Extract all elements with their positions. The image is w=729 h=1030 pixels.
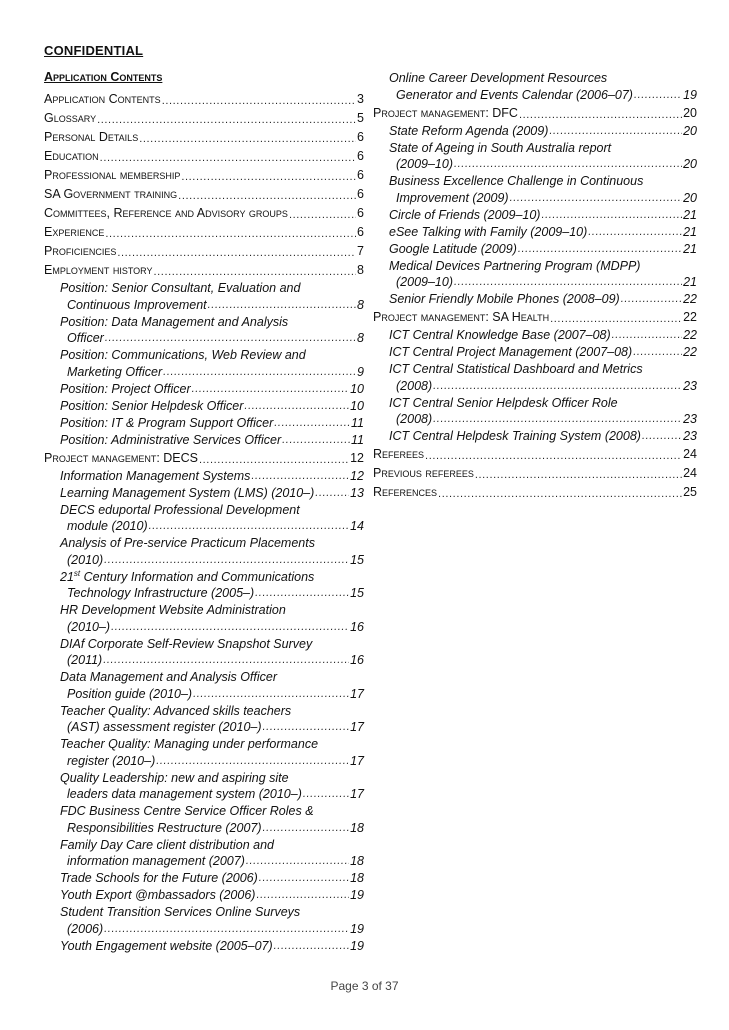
dot-leader xyxy=(612,327,682,344)
toc-entry-page: 16 xyxy=(350,653,364,667)
toc-entry-title: eSee Talking with Family (2009–10) xyxy=(389,224,588,239)
dot-leader xyxy=(105,330,356,347)
toc-entry-page: 19 xyxy=(350,938,364,953)
toc-entry-title: State Reform Agenda (2009) xyxy=(389,123,549,138)
toc-entry-line2 xyxy=(60,853,364,870)
toc-entry[interactable] xyxy=(373,445,697,464)
toc-entry[interactable] xyxy=(44,128,364,147)
toc-subentry[interactable] xyxy=(44,535,364,568)
toc-entry-title: Senior Friendly Mobile Phones (2008–09) xyxy=(389,292,620,306)
dot-leader xyxy=(162,93,356,109)
toc-entry-title-line1: HR Development Website Administration xyxy=(60,603,286,617)
toc-entry-title-line2: leaders data management system (2010–) xyxy=(67,787,302,801)
toc-entry-title: Position: Project Officer xyxy=(60,381,191,396)
toc-entry[interactable] xyxy=(44,147,364,166)
toc-entry-line2 xyxy=(60,364,364,381)
toc-entry-page: 20 xyxy=(683,157,697,171)
dot-leader xyxy=(549,123,682,140)
toc-entry-title-text: Century Information and Communications xyxy=(80,569,315,584)
toc-entry-page: 23 xyxy=(683,378,697,393)
toc-entry-page: 6 xyxy=(357,206,364,220)
toc-entry-title: Previous referees xyxy=(373,466,474,480)
toc-entry-page: 6 xyxy=(357,187,364,201)
dot-leader xyxy=(111,619,349,636)
toc-entry-line2 xyxy=(389,87,697,104)
toc-entry-page: 22 xyxy=(683,292,697,306)
toc-entry-page: 6 xyxy=(357,130,364,144)
toc-subentry[interactable] xyxy=(44,569,364,602)
toc-entry-page: 10 xyxy=(350,398,364,413)
dot-leader xyxy=(256,887,349,904)
toc-entry-title-line1: DIAf Corporate Self-Review Snapshot Survey xyxy=(60,636,313,651)
ordinal-number: 21 xyxy=(60,569,74,584)
toc-entry-title: Youth Export @mbassadors (2006) xyxy=(60,888,256,902)
dot-leader xyxy=(621,291,682,308)
dot-leader xyxy=(139,131,356,147)
toc-subentry[interactable] xyxy=(44,938,364,955)
toc-entry-title: Education xyxy=(44,149,99,163)
toc-entry-page: 15 xyxy=(350,586,364,600)
toc-subentry[interactable] xyxy=(44,736,364,769)
toc-entry-title-line1: Position: Senior Consultant, Evaluation and xyxy=(60,281,301,295)
toc-entry-title: ICT Central Helpdesk Training System (2008) xyxy=(389,429,641,443)
toc-entry-title-line1: Data Management and Analysis Officer xyxy=(60,670,278,684)
toc-entry-line2 xyxy=(60,719,364,736)
toc-entry-page: 8 xyxy=(357,297,364,312)
toc-entry-title: Application Contents xyxy=(44,92,161,106)
toc-entry-line2 xyxy=(60,786,364,803)
toc-health-list xyxy=(373,327,697,445)
toc-entry-title-line1: DECS eduportal Professional Development xyxy=(60,502,300,517)
toc-entry-page: 6 xyxy=(357,168,364,182)
toc-entry-line2 xyxy=(389,190,697,207)
toc-entry-title: Personal Details xyxy=(44,130,139,144)
toc-entry-title: Trade Schools for the Future (2006) xyxy=(60,871,258,885)
toc-entry-page: 9 xyxy=(357,364,364,379)
page-number: Page 3 of 37 xyxy=(330,979,399,993)
toc-subentry[interactable] xyxy=(373,207,697,224)
toc-subentry[interactable] xyxy=(373,395,697,428)
dot-leader xyxy=(438,486,682,502)
dot-leader xyxy=(105,226,356,242)
toc-subentry[interactable] xyxy=(373,291,697,308)
toc-subentry[interactable] xyxy=(373,70,697,103)
toc-entry-title-line2: module (2010) xyxy=(67,519,148,533)
toc-entry-page: 11 xyxy=(351,432,364,447)
toc-entry-title: Youth Engagement website (2005–07) xyxy=(60,938,273,953)
dot-leader xyxy=(199,452,349,468)
toc-entry-title-line1: FDC Business Centre Service Officer Roles & xyxy=(60,804,314,818)
toc-entry-line2 xyxy=(389,378,697,395)
toc-entry-title-line2: Technology Infrastructure (2005–) xyxy=(67,586,255,600)
toc-subentry[interactable] xyxy=(44,485,364,502)
toc-entry-page: 18 xyxy=(350,820,364,835)
toc-right-column xyxy=(373,70,697,502)
dot-leader xyxy=(541,207,682,224)
toc-entry-line2 xyxy=(389,411,697,428)
dot-leader xyxy=(550,311,682,327)
dot-leader xyxy=(282,432,350,449)
toc-subentry[interactable] xyxy=(44,887,364,904)
toc-entry-title-line1: Student Transition Services Online Surveys xyxy=(60,905,301,919)
toc-entry[interactable] xyxy=(44,261,364,280)
toc-entry-title-line1: Quality Leadership: new and aspiring site xyxy=(60,770,289,785)
toc-entry-title-line2: (2008) xyxy=(396,378,433,393)
toc-entry[interactable] xyxy=(44,90,364,109)
toc-entry[interactable] xyxy=(373,483,697,502)
toc-health-heading xyxy=(373,308,697,327)
toc-subentry[interactable] xyxy=(373,241,697,258)
dot-leader xyxy=(100,150,356,166)
toc-entry-title: Learning Management System (LMS) (2010–) xyxy=(60,485,315,500)
toc-entry-title-line2: Marketing Officer xyxy=(67,364,163,379)
toc-entry-page: 17 xyxy=(350,720,364,734)
dot-leader xyxy=(263,719,350,736)
dot-leader xyxy=(97,112,356,128)
toc-entry-title-line1: Position: Data Management and Analysis xyxy=(60,314,289,329)
dot-leader xyxy=(255,585,349,602)
toc-subentry[interactable] xyxy=(44,770,364,803)
toc-entry-title-line2: information management (2007) xyxy=(67,854,245,868)
dot-leader xyxy=(263,820,350,837)
dot-leader xyxy=(104,921,349,938)
toc-entry-page: 11 xyxy=(351,415,364,430)
dot-leader xyxy=(274,938,349,955)
toc-entry-title-line1: ICT Central Senior Helpdesk Officer Role xyxy=(389,395,618,410)
toc-subentry[interactable] xyxy=(373,344,697,361)
toc-entry-page: 16 xyxy=(350,619,364,634)
dot-leader xyxy=(104,552,349,569)
toc-entry-page: 24 xyxy=(683,447,697,461)
toc-entry[interactable] xyxy=(44,223,364,242)
dot-leader xyxy=(510,190,683,207)
toc-entry[interactable] xyxy=(44,166,364,185)
toc-subentry[interactable] xyxy=(44,280,364,313)
toc-entry-title-line1: Business Excellence Challenge in Continuous xyxy=(389,174,644,188)
toc-entry-page: 12 xyxy=(350,468,364,483)
toc-entry-title-line1: ICT Central Statistical Dashboard and Metrics xyxy=(389,362,643,376)
toc-entry-title: Project management: DECS xyxy=(44,450,198,465)
toc-entry-title: References xyxy=(373,485,438,499)
dot-leader xyxy=(193,686,349,703)
dot-leader xyxy=(454,274,682,291)
toc-subentry[interactable] xyxy=(44,381,364,398)
toc-entry-title-line2: Officer xyxy=(67,331,104,345)
dot-leader xyxy=(163,364,356,381)
toc-entry[interactable] xyxy=(44,242,364,261)
dot-leader xyxy=(634,87,682,104)
dot-leader xyxy=(259,870,349,887)
toc-subentry[interactable] xyxy=(44,636,364,669)
toc-entry[interactable] xyxy=(44,109,364,128)
dot-leader xyxy=(518,241,682,258)
toc-entry-title-line2: Improvement (2009) xyxy=(396,190,509,205)
toc-entry-title-line1: State of Ageing in South Australia report xyxy=(389,140,612,155)
toc-entry-title: ICT Central Project Management (2007–08) xyxy=(389,345,633,359)
toc-subentry[interactable] xyxy=(373,361,697,394)
toc-employment-list xyxy=(44,280,364,449)
toc-entry[interactable] xyxy=(44,449,364,468)
toc-entry-title: Project management: SA Health xyxy=(373,310,550,324)
toc-subentry[interactable] xyxy=(373,327,697,344)
toc-entry[interactable] xyxy=(373,308,697,327)
toc-entry-page: 19 xyxy=(350,921,364,936)
toc-entry-page: 7 xyxy=(357,244,364,258)
toc-entry-page: 13 xyxy=(350,485,364,500)
dot-leader xyxy=(208,297,356,314)
toc-entry-title: Google Latitude (2009) xyxy=(389,241,517,256)
toc-entry-title: ICT Central Knowledge Base (2007–08) xyxy=(389,328,611,342)
dot-leader xyxy=(519,107,682,123)
dot-leader xyxy=(642,428,682,445)
ordinal-suffix: st xyxy=(73,568,81,578)
toc-entry-title-line2: (2010–) xyxy=(67,619,111,634)
confidential-label: CONFIDENTIAL xyxy=(44,43,144,58)
dot-leader xyxy=(246,853,349,870)
toc-entry-line2 xyxy=(389,274,697,291)
toc-entry-line2 xyxy=(60,585,364,602)
dot-leader xyxy=(289,207,356,223)
dot-leader xyxy=(156,753,349,770)
toc-entry-page: 18 xyxy=(350,871,364,885)
toc-subentry[interactable] xyxy=(44,347,364,380)
toc-entry-page: 20 xyxy=(683,123,697,138)
toc-entry-page: 8 xyxy=(357,331,364,345)
toc-entry-line2 xyxy=(60,518,364,535)
toc-entry-title: Position: IT & Program Support Officer xyxy=(60,415,274,430)
dot-leader xyxy=(103,652,349,669)
toc-entry-title: Information Management Systems xyxy=(60,468,251,483)
dot-leader xyxy=(244,398,349,415)
toc-subentry[interactable] xyxy=(373,224,697,241)
toc-entry-page: 22 xyxy=(683,345,697,359)
toc-entry-title-line1: Position: Communications, Web Review and xyxy=(60,348,306,362)
toc-entry[interactable] xyxy=(44,185,364,204)
dot-leader xyxy=(425,448,682,464)
toc-entry-title-line2: Generator and Events Calendar (2006–07) xyxy=(396,87,633,102)
toc-entry-page: 8 xyxy=(357,263,364,277)
toc-entry-title: Proficiencies xyxy=(44,244,117,258)
toc-subentry[interactable] xyxy=(44,803,364,836)
toc-entry-title-line2: Position guide (2010–) xyxy=(67,686,193,701)
toc-entry-title-line1: Teacher Quality: Advanced skills teachers xyxy=(60,703,292,718)
toc-entry-title-line1: Online Career Development Resources xyxy=(389,71,608,85)
toc-entry-line2 xyxy=(60,297,364,314)
toc-subentry[interactable] xyxy=(44,502,364,535)
toc-entry-title-line2: (2006) xyxy=(67,921,104,936)
toc-entry-line2 xyxy=(60,330,364,347)
dot-leader xyxy=(274,415,350,432)
toc-subentry[interactable] xyxy=(44,415,364,432)
toc-entry-line2 xyxy=(389,156,697,173)
dot-leader xyxy=(149,518,349,535)
dot-leader xyxy=(181,169,356,185)
toc-entry-page: 6 xyxy=(357,225,364,239)
toc-subentry[interactable] xyxy=(373,140,697,173)
toc-entry-title: Professional membership xyxy=(44,168,181,182)
toc-subentry[interactable] xyxy=(44,602,364,635)
toc-entry-page: 20 xyxy=(683,105,697,120)
toc-subentry[interactable] xyxy=(44,870,364,887)
toc-entry-title-line1: Analysis of Pre-service Practicum Placements xyxy=(60,536,315,550)
toc-entry-line2 xyxy=(60,619,364,636)
toc-entry-page: 21 xyxy=(683,207,697,222)
dot-leader xyxy=(454,156,682,173)
toc-entry-page: 14 xyxy=(350,519,364,533)
toc-continued-entry xyxy=(373,70,697,103)
toc-entry-title-line1: Family Day Care client distribution and xyxy=(60,837,274,852)
toc-entry-title: Position: Senior Helpdesk Officer xyxy=(60,398,244,413)
toc-entry-page: 5 xyxy=(357,111,364,125)
toc-entry-page: 18 xyxy=(350,854,364,868)
toc-entry-title: SA Government training xyxy=(44,187,178,201)
toc-entry-page: 3 xyxy=(357,92,364,106)
toc-tail-list xyxy=(373,445,697,502)
dot-leader xyxy=(192,381,349,398)
toc-subentry[interactable] xyxy=(44,314,364,347)
dot-leader xyxy=(433,411,682,428)
dot-leader xyxy=(315,485,349,502)
toc-entry-title: Experience xyxy=(44,225,105,239)
toc-subentry[interactable] xyxy=(373,123,697,140)
toc-subentry[interactable] xyxy=(44,398,364,415)
toc-subentry[interactable] xyxy=(373,173,697,206)
toc-entry-page: 20 xyxy=(683,190,697,205)
dot-leader xyxy=(433,378,682,395)
toc-entry-line2 xyxy=(60,552,364,569)
toc-entry-page: 21 xyxy=(683,224,697,239)
toc-entry-title-line2: (2011) xyxy=(67,653,103,667)
toc-entry-title-line1 xyxy=(60,569,364,586)
toc-entry-page: 17 xyxy=(350,753,364,768)
dot-leader xyxy=(251,468,349,485)
toc-entry-page: 19 xyxy=(350,888,364,902)
toc-entry-title: Project management: DFC xyxy=(373,105,518,120)
toc-entry-line2 xyxy=(60,652,364,669)
toc-entry-title-line2: Responsibilities Restructure (2007) xyxy=(67,820,262,835)
toc-entry-page: 15 xyxy=(350,552,364,567)
toc-entry-title-line2: (2010) xyxy=(67,552,104,567)
toc-decs-list xyxy=(44,468,364,955)
dot-leader xyxy=(178,188,356,204)
dot-leader xyxy=(303,786,349,803)
toc-entry-title-line2: Continuous Improvement xyxy=(67,297,207,312)
toc-entry[interactable] xyxy=(373,104,697,123)
toc-subentry[interactable] xyxy=(44,468,364,485)
dot-leader xyxy=(633,344,682,361)
toc-entry-page: 23 xyxy=(683,412,697,426)
toc-subentry[interactable] xyxy=(44,837,364,870)
toc-entry[interactable] xyxy=(373,464,697,483)
toc-entry-page: 6 xyxy=(357,149,364,163)
toc-heading: Application Contents xyxy=(44,70,163,84)
toc-entry[interactable] xyxy=(44,204,364,223)
toc-entry-title: Position: Administrative Services Officer xyxy=(60,432,282,447)
toc-entry-title-line1: Teacher Quality: Managing under performance xyxy=(60,737,319,751)
toc-top-level-list xyxy=(44,90,364,280)
toc-entry-page: 25 xyxy=(683,485,697,499)
toc-subentry[interactable] xyxy=(44,669,364,702)
toc-entry-page: 21 xyxy=(683,275,697,289)
toc-entry-line2 xyxy=(60,686,364,703)
toc-entry-line2 xyxy=(60,820,364,837)
toc-entry-line2 xyxy=(60,921,364,938)
toc-subentry[interactable] xyxy=(44,703,364,736)
toc-entry-page: 17 xyxy=(350,686,364,701)
toc-entry-title-line2: (AST) assessment register (2010–) xyxy=(67,720,262,734)
toc-entry-page: 22 xyxy=(683,328,697,342)
toc-entry-page: 19 xyxy=(683,87,697,102)
toc-entry-page: 17 xyxy=(350,787,364,801)
toc-entry-page: 24 xyxy=(683,466,697,480)
toc-entry-page: 12 xyxy=(350,450,364,465)
toc-entry-title-line2: (2009–10) xyxy=(396,157,453,171)
toc-entry-page: 10 xyxy=(350,381,364,396)
toc-entry-title: Glossary xyxy=(44,111,97,125)
toc-entry-title: Circle of Friends (2009–10) xyxy=(389,207,541,222)
toc-dfc-heading xyxy=(373,104,697,123)
toc-entry-title: Referees xyxy=(373,447,425,461)
toc-entry-page: 22 xyxy=(683,310,697,324)
toc-entry-title-line2: register (2010–) xyxy=(67,753,156,768)
dot-leader xyxy=(588,224,682,241)
toc-decs-heading xyxy=(44,449,364,468)
toc-subentry[interactable] xyxy=(373,258,697,291)
toc-subentry[interactable] xyxy=(373,428,697,445)
toc-entry-line2 xyxy=(60,753,364,770)
dot-leader xyxy=(475,467,682,483)
toc-subentry[interactable] xyxy=(44,432,364,449)
dot-leader xyxy=(117,245,356,261)
toc-dfc-list xyxy=(373,123,697,309)
toc-left-column xyxy=(44,70,364,955)
toc-entry-page: 21 xyxy=(683,241,697,256)
toc-entry-title-line1: Medical Devices Partnering Program (MDPP) xyxy=(389,258,641,273)
toc-entry-title: Employment history xyxy=(44,263,153,277)
toc-entry-page: 23 xyxy=(683,429,697,443)
toc-entry-title-line2: (2008) xyxy=(396,412,433,426)
dot-leader xyxy=(154,264,357,280)
toc-entry-title-line2: (2009–10) xyxy=(396,275,453,289)
toc-entry-title: Committees, Reference and Advisory groups xyxy=(44,206,288,220)
toc-subentry[interactable] xyxy=(44,904,364,937)
